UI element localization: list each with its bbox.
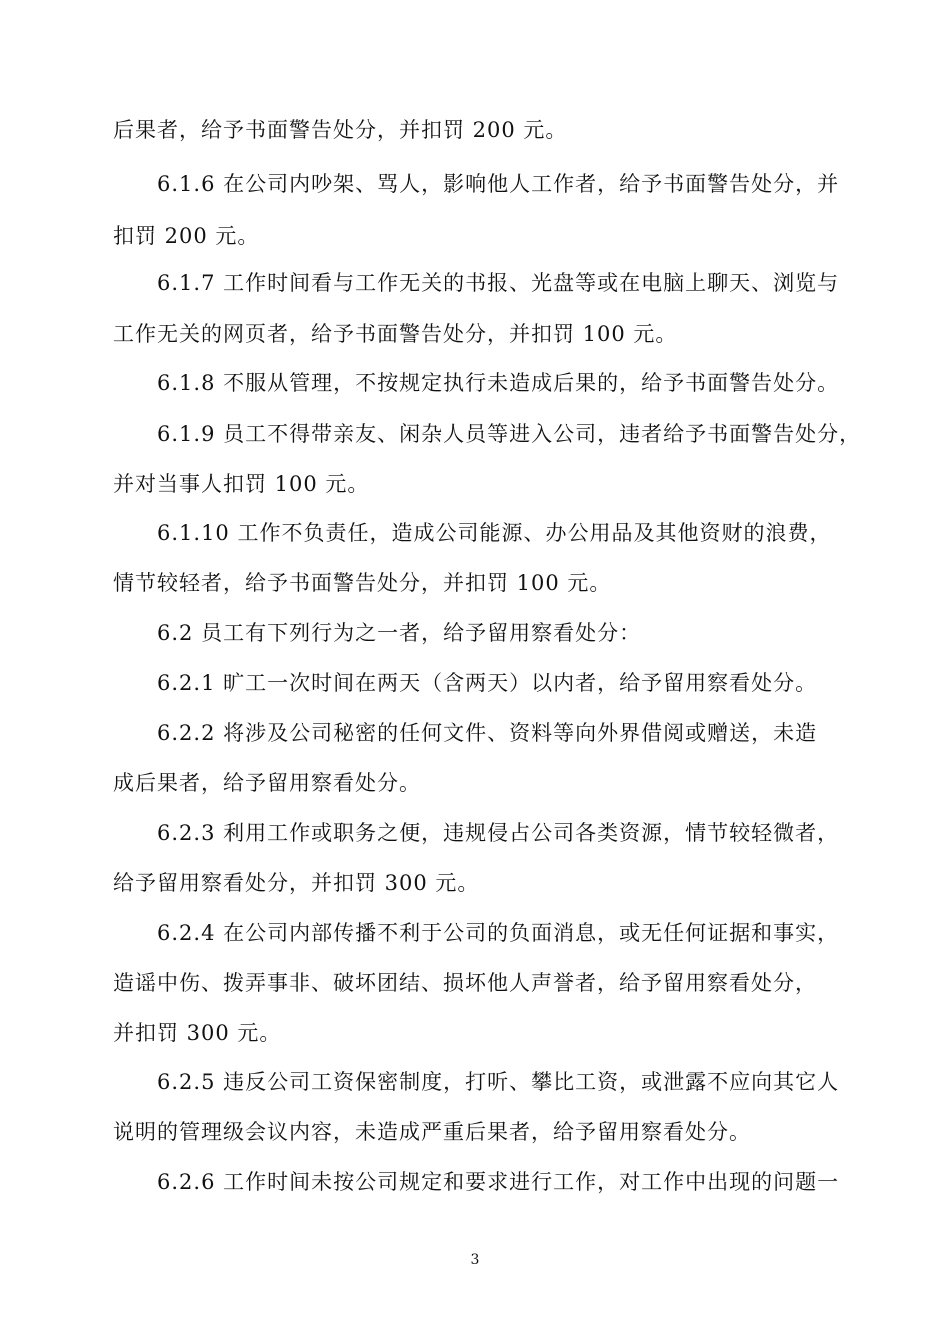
text-line: 造谣中伤、拨弄事非、破坏团结、损坏他人声誉者，给予留用察看处分， <box>113 971 817 995</box>
text-line: 6.2.5 违反公司工资保密制度，打听、攀比工资，或泄露不应向其它人 <box>157 1070 840 1094</box>
text-line: 6.1.6 在公司内吵架、骂人，影响他人工作者，给予书面警告处分，并 <box>157 172 840 196</box>
text-line: 并对当事人扣罚 100 元。 <box>113 472 370 496</box>
text-line: 6.2.2 将涉及公司秘密的任何文件、资料等向外界借阅或赠送，未造 <box>157 721 818 745</box>
text-line: 6.2.4 在公司内部传播不利于公司的负面消息，或无任何证据和事实， <box>157 921 840 945</box>
text-line: 6.1.7 工作时间看与工作无关的书报、光盘等或在电脑上聊天、浏览与 <box>157 271 840 295</box>
text-line: 6.2.6 工作时间未按公司规定和要求进行工作，对工作中出现的问题一 <box>157 1170 840 1194</box>
text-line: 说明的管理级会议内容，未造成严重后果者，给予留用察看处分。 <box>113 1120 751 1144</box>
page-number: 3 <box>470 1252 480 1268</box>
text-line: 6.2 员工有下列行为之一者，给予留用察看处分： <box>157 621 642 645</box>
text-line: 6.1.10 工作不负责任，造成公司能源、办公用品及其他资财的浪费， <box>157 521 832 545</box>
text-line: 情节较轻者，给予书面警告处分，并扣罚 100 元。 <box>113 571 612 595</box>
text-line: 6.2.1 旷工一次时间在两天（含两天）以内者，给予留用察看处分。 <box>157 671 818 695</box>
text-line: 6.1.9 员工不得带亲友、闲杂人员等进入公司，违者给予书面警告处分， <box>157 422 862 446</box>
text-line: 工作无关的网页者，给予书面警告处分，并扣罚 100 元。 <box>113 322 678 346</box>
text-line: 给予留用察看处分，并扣罚 300 元。 <box>113 871 480 895</box>
text-line: 并扣罚 300 元。 <box>113 1021 282 1045</box>
text-line: 扣罚 200 元。 <box>113 224 260 248</box>
text-line: 成后果者，给予留用察看处分。 <box>113 771 421 795</box>
text-line: 后果者，给予书面警告处分，并扣罚 200 元。 <box>113 118 568 142</box>
text-line: 6.2.3 利用工作或职务之便，违规侵占公司各类资源，情节较轻微者， <box>157 821 840 845</box>
text-line: 6.1.8 不服从管理，不按规定执行未造成后果的，给予书面警告处分。 <box>157 371 840 395</box>
